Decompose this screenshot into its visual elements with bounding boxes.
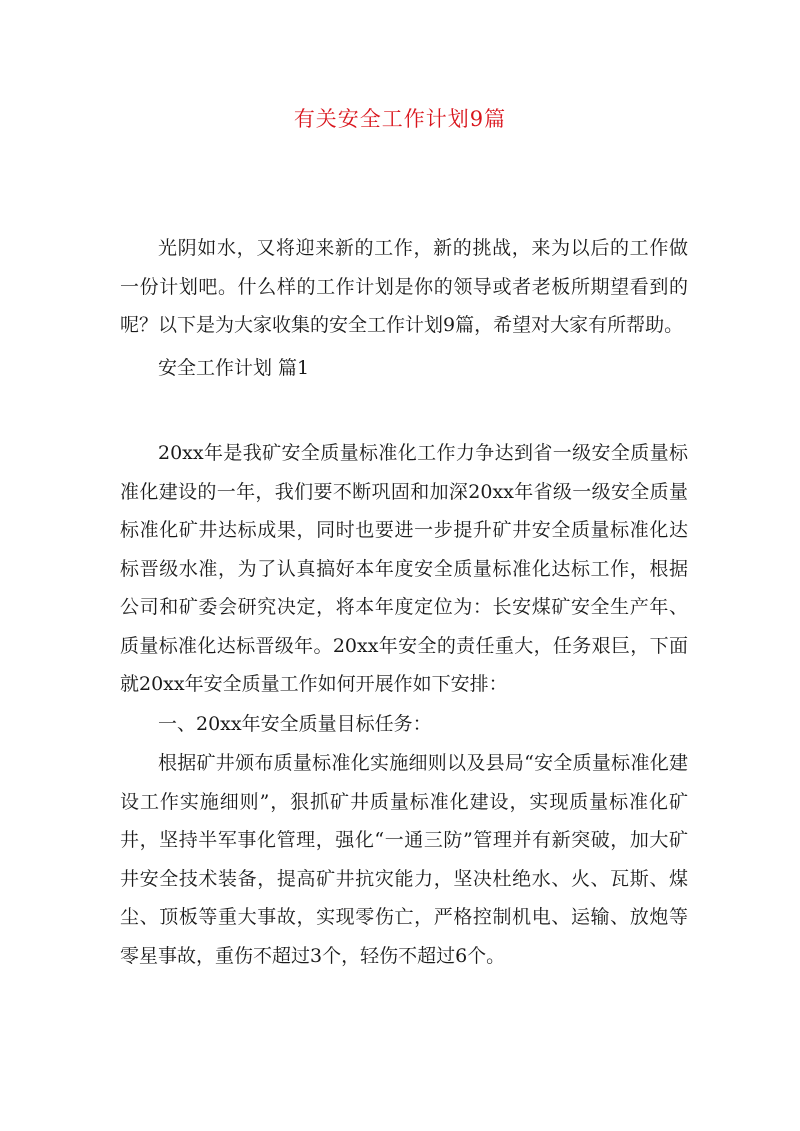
document-title: 有关安全工作计划9篇 [293, 107, 507, 131]
section-heading [120, 349, 688, 388]
section-heading-text: 安全工作计划 篇1 [158, 357, 310, 379]
paragraph-2-text: 根据矿井颁布质量标准化实施细则以及县局“安全质量标准化建设工作实施细则”，狠抓矿井质量标准化建设，实现质量标准化矿井，坚持半军事化管理，强化“一通三防”管理并有新突破，加大矿井安全技术装备，提高矿井抗灾能力，坚决杜绝水、火、瓦斯、煤尘、顶板等重大事故，实现零伤亡，严格控制机电、运输、放炮等零星事故，重伤不超过3个，轻伤不超过6个。 [120, 752, 688, 967]
subheading-1-text: 一、20xx年安全质量目标任务： [158, 713, 432, 735]
paragraph-2 [120, 744, 688, 975]
intro-paragraph [120, 229, 688, 345]
subheading-1 [120, 705, 688, 744]
intro-text: 光阴如水，又将迎来新的工作，新的挑战，来为以后的工作做一份计划吧。什么样的工作计划是你的领导或者老板所期望看到的呢？以下是为大家收集的安全工作计划9篇，希望对大家有所帮助。 [120, 237, 688, 336]
paragraph-1 [120, 434, 688, 704]
paragraph-1-text: 20xx年是我矿安全质量标准化工作力争达到省一级安全质量标准化建设的一年，我们要不断巩固和加深20xx年省级一级安全质量标准化矿井达标成果，同时也要进一步提升矿井安全质量标准化达标晋级水准，为了认真搞好本年度安全质量标准化达标工作，根据公司和矿委会研究决定，将本年度定位为：长安煤矿安全生产年、质量标准化达标晋级年。20xx年安全的责任重大，任务艰巨，下面就20xx年安全质量工作如何开展作如下安排： [120, 442, 688, 695]
